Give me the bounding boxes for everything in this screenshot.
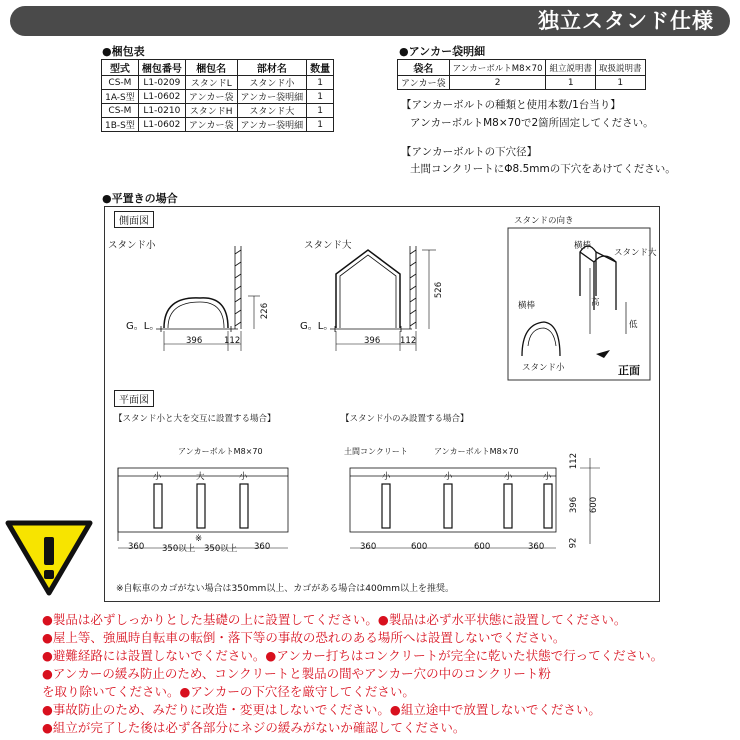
hole-text: 土間コンクリートにΦ8.5mmの下穴をあけてください。	[410, 163, 676, 175]
orientation-low-label: 低	[629, 320, 638, 330]
warning-line: ●アンカーの緩み防止のため、コンクリートと製品の間やアンカー穴の中のコンクリート粉	[42, 666, 551, 681]
flat-heading: ●平置きの場合	[102, 192, 178, 205]
table-row	[102, 104, 334, 118]
table-row	[102, 118, 334, 132]
plan-dim: 360	[360, 542, 377, 552]
packing-heading: ●梱包表	[102, 45, 145, 58]
stand-marker: 小	[382, 472, 391, 482]
wall-large	[410, 246, 416, 329]
plan-dim: 350以上	[162, 544, 196, 554]
table-cell: 1	[307, 76, 334, 90]
ground-level-label: G。L。	[126, 321, 160, 332]
orientation-title: スタンドの向き	[514, 216, 574, 226]
packing-header: 部材名	[237, 60, 307, 76]
dim-396-small: 396	[186, 336, 203, 346]
concrete-label: 土間コンクリート	[344, 447, 408, 456]
stand-small-label: スタンド小	[108, 240, 156, 251]
table-cell: 2	[449, 76, 546, 90]
stand-marker: 小	[153, 472, 162, 482]
small-stand-side-drawing	[164, 298, 228, 328]
plan-dim: 600	[474, 542, 491, 552]
orientation-small-label: スタンド小	[522, 363, 565, 373]
orientation-large-label: スタンド大	[614, 248, 657, 258]
table-row	[102, 90, 334, 104]
plan-dim: 360	[254, 542, 271, 552]
warning-line: ●屋上等、強風時自転車の転倒・落下等の事故の恐れのある場所へは設置しないでください。	[42, 630, 566, 645]
table-cell: CS-M	[102, 104, 139, 118]
table-cell: 1A-S型	[102, 90, 139, 104]
table-cell: スタンド大	[237, 104, 307, 118]
plan-dim: 350以上	[204, 544, 238, 554]
side-view-tag: 側面図	[114, 211, 154, 228]
stand-marker: 小	[543, 472, 552, 482]
plan-dim-mark: ※	[195, 534, 203, 544]
packing-table	[101, 59, 334, 132]
table-row	[398, 76, 646, 90]
dim-226: 226	[260, 302, 271, 320]
anchor-bolt-label: アンカーボルトM8×70	[434, 447, 519, 456]
orientation-front-label: 正面	[618, 364, 640, 377]
table-cell: L1-0602	[138, 90, 185, 104]
table-cell: 1B-S型	[102, 118, 139, 132]
plan-left-stands	[154, 484, 248, 528]
table-cell: スタンドH	[185, 104, 237, 118]
table-cell: CS-M	[102, 76, 139, 90]
warning-list	[42, 611, 732, 737]
bolt-text: アンカーボルトM8×70で2箇所固定してください。	[410, 117, 654, 129]
banner-title: 独立スタンド仕様	[538, 9, 714, 33]
table-cell: アンカー袋	[185, 90, 237, 104]
plan-dim-lines	[118, 458, 600, 548]
front-arrow-icon	[596, 350, 610, 358]
table-row	[102, 76, 334, 90]
table-cell: 1	[307, 104, 334, 118]
warning-line: ●避難経路には設置しないでください。●アンカー打ちはコンクリートが完全に乾いた状態で行ってください。	[42, 648, 664, 663]
large-stand-side-drawing	[336, 250, 400, 328]
packing-header-row	[102, 60, 334, 76]
table-cell: アンカー袋	[398, 76, 450, 90]
anchor-bolt-label: アンカーボルトM8×70	[178, 447, 263, 456]
anchor-heading: ●アンカー袋明細	[399, 45, 486, 58]
bolt-title: 【アンカーボルトの種類と使用本数/1台当り】	[401, 99, 621, 111]
table-cell: L1-0210	[138, 104, 185, 118]
plan-depth-dim: 600	[589, 496, 600, 514]
plan-view-tag: 平面図	[114, 390, 154, 407]
plan-depth-dim: 112	[569, 452, 580, 470]
stand-large-label: スタンド大	[304, 240, 352, 251]
table-cell: スタンドL	[185, 76, 237, 90]
table-cell: アンカー袋明細	[237, 90, 307, 104]
hole-title: 【アンカーボルトの下穴径】	[401, 146, 538, 158]
dim-396-large: 396	[364, 336, 381, 346]
orientation-high-label: 高	[591, 298, 600, 308]
stand-marker: 大	[196, 472, 205, 482]
anchor-header: 組立説明書	[546, 60, 596, 76]
title-banner	[0, 6, 740, 36]
dim-526: 526	[434, 281, 445, 299]
packing-header: 梱包番号	[138, 60, 185, 76]
warning-line: を取り除いてください。●アンカーの下穴径を厳守してください。	[42, 684, 415, 699]
table-cell: L1-0209	[138, 76, 185, 90]
plan-dim: 600	[411, 542, 428, 552]
dim-112-small: 112	[224, 336, 241, 346]
plan-right-outline	[350, 468, 556, 532]
plan-note: ※自転車のカゴがない場合は350mm以上、カゴがある場合は400mm以上を推奨。	[116, 584, 454, 594]
stand-marker: 小	[239, 472, 248, 482]
table-cell: アンカー袋明細	[237, 118, 307, 132]
stand-marker: 小	[444, 472, 453, 482]
stand-marker: 小	[504, 472, 513, 482]
dim-112-large: 112	[400, 336, 417, 346]
caution-icon	[4, 517, 94, 597]
plan-dim: 360	[528, 542, 545, 552]
anchor-header: 袋名	[398, 60, 450, 76]
anchor-table	[397, 59, 646, 90]
alternate-title: 【スタンド小と大を交互に設置する場合】	[114, 414, 276, 424]
table-cell: 1	[546, 76, 596, 90]
anchor-header: アンカーボルトM8×70	[449, 60, 546, 76]
table-cell: 1	[307, 118, 334, 132]
large-dim-lines	[336, 250, 436, 351]
orientation-small-stand	[522, 322, 560, 356]
orientation-yokobo-bottom: 横棒	[518, 301, 536, 311]
orientation-yokobo-top: 横棒	[574, 241, 592, 251]
packing-header: 数量	[307, 60, 334, 76]
ground-level-label: G。L。	[300, 321, 334, 332]
warning-line: ●事故防止のため、みだりに改造・変更はしないでください。●組立途中で放置しないでください。	[42, 702, 601, 717]
packing-header: 梱包名	[185, 60, 237, 76]
plan-right-stands	[382, 484, 552, 528]
plan-dim: 360	[128, 542, 145, 552]
anchor-header: 取扱説明書	[596, 60, 646, 76]
table-cell: L1-0602	[138, 118, 185, 132]
table-cell: 1	[596, 76, 646, 90]
wall-small	[235, 246, 241, 329]
plan-depth-dim: 396	[569, 496, 580, 514]
plan-depth-dim: 92	[568, 537, 579, 549]
table-cell: アンカー袋	[185, 118, 237, 132]
small-only-title: 【スタンド小のみ設置する場合】	[341, 414, 469, 424]
packing-header: 型式	[102, 60, 139, 76]
warning-line: ●製品は必ずしっかりとした基礎の上に設置してください。●製品は必ず水平状態に設置してください。	[42, 612, 627, 627]
anchor-header-row	[398, 60, 646, 76]
table-cell: 1	[307, 90, 334, 104]
warning-line: ●組立が完了した後は必ず各部分にネジの緩みがないか確認してください。	[42, 720, 466, 735]
table-cell: スタンド小	[237, 76, 307, 90]
